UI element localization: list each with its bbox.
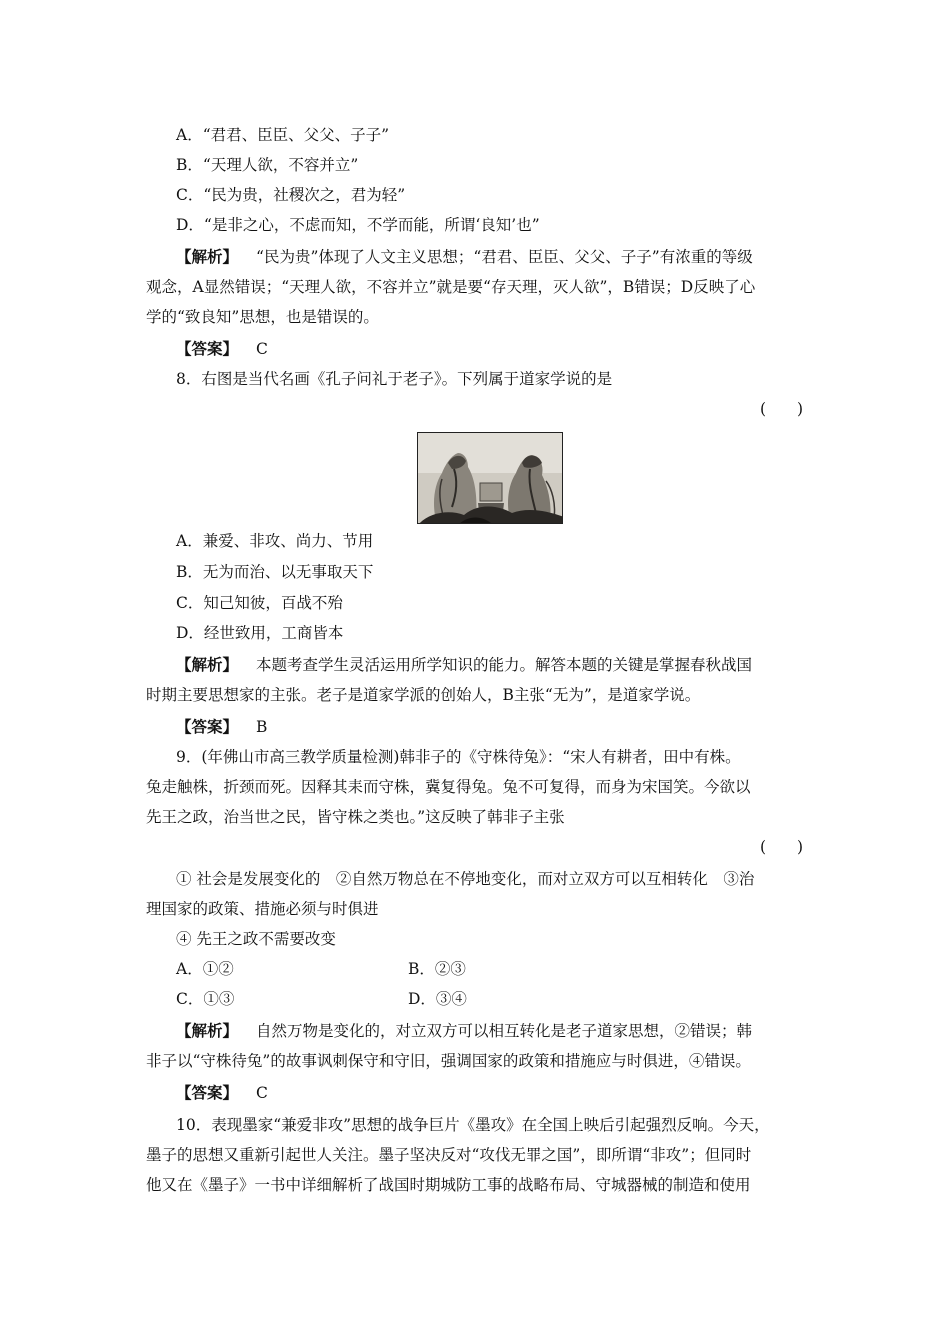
q8-analysis-tag: 【解析】	[176, 655, 239, 674]
q7-option-d: D．“是非之心，不虑而知，不学而能，所谓‘良知’也”	[176, 216, 540, 234]
q10-stem-line-2: 墨子的思想又重新引起世人关注。墨子坚决反对“攻伐无罪之国”，即所谓“非攻”；但同时	[146, 1146, 752, 1164]
q7-answer-tag: 【答案】	[176, 339, 239, 358]
q9-analysis-line-2: 非子以“守株待兔”的故事讽刺保守和守旧，强调国家的政策和措施应与时俱进，④错误。	[146, 1052, 751, 1070]
q9-statement-line-2: 理国家的政策、措施必须与时俱进	[146, 900, 379, 918]
q8-option-d: D．经世致用，工商皆本	[176, 624, 344, 642]
q8-answer-paren: ( )	[760, 400, 804, 418]
q9-answer-tag: 【答案】	[176, 1083, 239, 1102]
q9-statement-line-1: ① 社会是发展变化的 ②自然万物总在不停地变化，而对立双方可以互相转化 ③治	[176, 870, 755, 888]
q8-stem: 8．右图是当代名画《孔子问礼于老子》。下列属于道家学说的是	[176, 370, 613, 388]
q10-stem-line-3: 他又在《墨子》一书中详细解析了战国时期城防工事的战略布局、守城器械的制造和使用	[146, 1176, 751, 1194]
q7-option-c: C．“民为贵，社稷次之，君为轻”	[176, 186, 406, 204]
q9-option-c: C．①③	[176, 990, 235, 1008]
q8-answer-value: B	[256, 718, 268, 736]
q9-stem-line-3: 先王之政，治当世之民，皆守株之类也。”这反映了韩非子主张	[146, 808, 565, 826]
q8-answer-line	[176, 716, 836, 738]
q7-option-a: A．“君君、臣臣、父父、子子”	[176, 126, 390, 144]
q9-answer-value: C	[256, 1084, 268, 1102]
q9-answer-paren: ( )	[760, 838, 804, 856]
q9-analysis-tag: 【解析】	[176, 1021, 239, 1040]
q8-analysis-line-1	[176, 654, 836, 676]
q7-analysis-line-2: 观念，A显然错误；“天理人欲，不容并立”就是要“存天理，灭人欲”，B错误；D反映了心	[146, 278, 756, 296]
q7-analysis-line-1	[176, 246, 836, 268]
q9-option-b: B．②③	[408, 960, 466, 978]
q9-stem-line-1: 9．(年佛山市高三教学质量检测)韩非子的《守株待兔》：“宋人有耕者，田中有株。	[176, 748, 741, 766]
q9-options-row-2	[176, 988, 836, 1010]
q9-option-d: D．③④	[408, 990, 467, 1008]
q7-answer-value: C	[256, 340, 268, 358]
q8-option-b: B．无为而治、以无事取天下	[176, 563, 374, 581]
q7-analysis-line-3: 学的“致良知”思想，也是错误的。	[146, 308, 379, 326]
q9-answer-line	[176, 1082, 836, 1104]
q8-analysis-line-2: 时期主要思想家的主张。老子是道家学派的创始人，B主张“无为”，是道家学说。	[146, 686, 701, 704]
q8-answer-tag: 【答案】	[176, 717, 239, 736]
q7-analysis-text-1: “民为贵”体现了人文主义思想；“君君、臣臣、父父、子子”有浓重的等级	[256, 248, 753, 266]
q7-analysis-tag: 【解析】	[176, 247, 239, 266]
q8-option-a: A．兼爱、非攻、尚力、节用	[176, 532, 374, 550]
painting-image	[417, 432, 563, 524]
q9-analysis-text-1: 自然万物是变化的，对立双方可以相互转化是老子道家思想，②错误；韩	[256, 1022, 753, 1040]
q7-answer-line	[176, 338, 836, 360]
q7-option-b: B．“天理人欲，不容并立”	[176, 156, 359, 174]
painting-illustration	[418, 433, 563, 524]
q8-option-c: C．知己知彼，百战不殆	[176, 594, 343, 612]
q10-stem-line-1: 10．表现墨家“兼爱非攻”思想的战争巨片《墨攻》在全国上映后引起强烈反响。今天，	[176, 1116, 770, 1134]
q9-stem-line-2: 兔走触株，折颈而死。因释其耒而守株，冀复得兔。兔不可复得，而身为宋国笑。今欲以	[146, 778, 751, 796]
q9-analysis-line-1	[176, 1020, 836, 1042]
q9-options-row-1	[176, 958, 836, 980]
q8-analysis-text-1: 本题考查学生灵活运用所学知识的能力。解答本题的关键是掌握春秋战国	[256, 656, 753, 674]
q9-statement-line-3: ④ 先王之政不需要改变	[176, 930, 336, 948]
q9-option-a: A．①②	[176, 960, 234, 978]
